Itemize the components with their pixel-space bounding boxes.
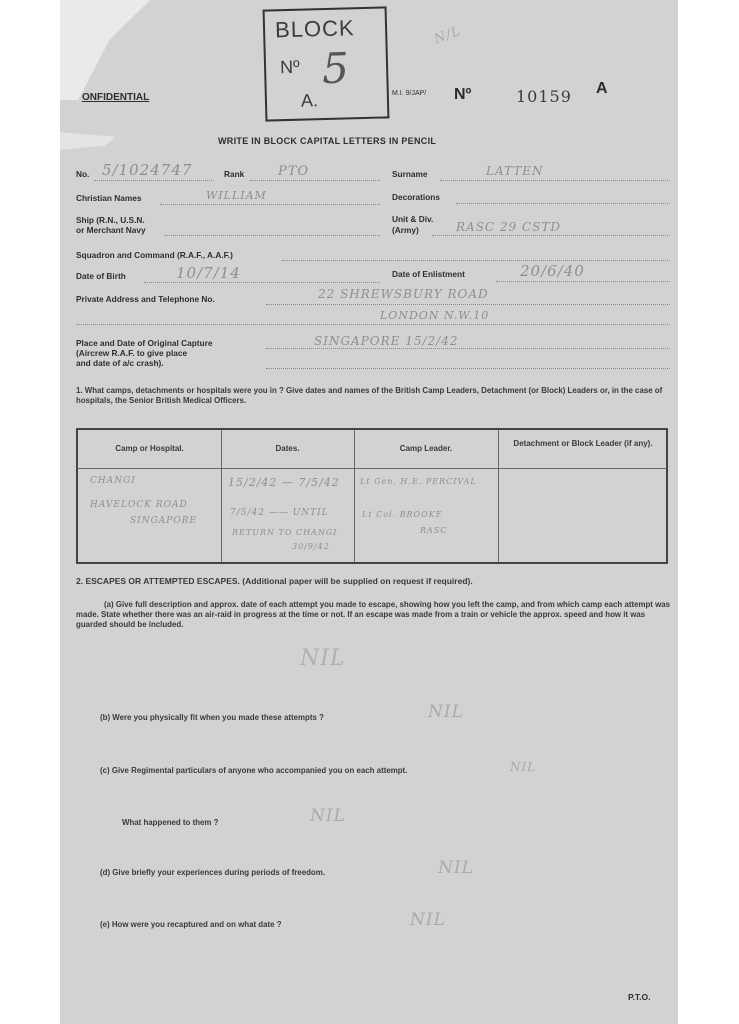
enlistment-label: Date of Enlistment bbox=[392, 269, 465, 279]
question-2d-text: (d) Give briefly your experiences during periods of freedom. bbox=[100, 868, 325, 877]
question-2b-text: (b) Were you physically fit when you made these attempts ? bbox=[100, 713, 324, 722]
capture-label-3: and date of a/c crash). bbox=[76, 358, 164, 368]
stamp-block-number: 5 bbox=[321, 43, 350, 94]
question-2a-text: (a) Give full description and approx. date of each attempt you made to escape, showing how you left the camp, and from which camp each attempt was made. State whether there was an air-raid in progress at the time or not. If an escape was made from a train or vehicle the approx. speed and how it was guarded should be included. bbox=[76, 600, 671, 629]
torn-corner bbox=[60, 0, 150, 100]
form-number: 10159 bbox=[516, 87, 572, 106]
dotted-line bbox=[250, 180, 380, 181]
table-cell-dates: 7/5/42 —— UNTIL bbox=[230, 508, 329, 518]
squadron-label: Squadron and Command (R.A.F., A.A.F.) bbox=[76, 250, 233, 260]
capture-value: SINGAPORE 15/2/42 bbox=[314, 334, 459, 348]
dob-label: Date of Birth bbox=[76, 271, 126, 281]
table-cell-leader: Lt Col. BROOKE bbox=[362, 510, 443, 519]
instruction-heading: WRITE IN BLOCK CAPITAL LETTERS IN PENCIL bbox=[218, 136, 437, 146]
answer-2a: NIL bbox=[300, 646, 346, 671]
surname-value: LATTEN bbox=[486, 164, 544, 178]
pto-label: P.T.O. bbox=[628, 992, 651, 1002]
question-2e-text: (e) How were you recaptured and on what date ? bbox=[100, 920, 282, 929]
rank-label: Rank bbox=[224, 169, 245, 179]
ship-label: Ship (R.N., U.S.N. bbox=[76, 215, 145, 225]
handwritten-note-top: N/L bbox=[432, 23, 464, 48]
table-cell-camp: SINGAPORE bbox=[130, 516, 198, 526]
unit-label-2: (Army) bbox=[392, 225, 419, 235]
table-cell-camp: CHANGI bbox=[90, 476, 136, 486]
block-stamp bbox=[263, 6, 390, 121]
question-2-heading: 2. ESCAPES OR ATTEMPTED ESCAPES. (Additional paper will be supplied on request if required). bbox=[76, 576, 473, 586]
rank-value: PTO bbox=[278, 164, 310, 179]
table-cell-dates: RETURN TO CHANGI bbox=[232, 528, 338, 537]
christian-names-value: WILLIAM bbox=[206, 189, 267, 202]
dotted-line bbox=[76, 324, 670, 325]
table-cell-dates: 15/2/42 — 7/5/42 bbox=[228, 476, 340, 489]
stamp-letter: A. bbox=[300, 90, 319, 111]
surname-label: Surname bbox=[392, 169, 428, 179]
dotted-line bbox=[144, 282, 380, 283]
column-header-detachment: Detachment or Block Leader (if any). bbox=[513, 439, 653, 448]
table-cell-leader: RASC bbox=[420, 526, 448, 535]
answer-2e: NIL bbox=[410, 910, 446, 930]
address-value-line1: 22 SHREWSBURY ROAD bbox=[318, 287, 489, 301]
dotted-line bbox=[282, 260, 670, 261]
dotted-line bbox=[266, 304, 670, 305]
dotted-line bbox=[266, 368, 670, 369]
question-1-text: 1. What camps, detachments or hospitals were you in ? Give dates and names of the British Camp Leaders, Detachment (or Block) Leaders or, in the case of hospitals, the Senior British Medical Officers. bbox=[76, 386, 663, 405]
answer-2b: NIL bbox=[428, 702, 464, 722]
dotted-line bbox=[160, 204, 380, 205]
column-header-camp: Camp or Hospital. bbox=[115, 444, 184, 453]
dotted-line bbox=[456, 203, 670, 204]
dotted-line bbox=[440, 180, 670, 181]
table-cell-camp: HAVELOCK ROAD bbox=[90, 500, 188, 510]
service-no-label: No. bbox=[76, 169, 90, 179]
answer-2c: NIL bbox=[510, 760, 537, 774]
address-label: Private Address and Telephone No. bbox=[76, 294, 215, 304]
stamp-block-label: BLOCK bbox=[274, 15, 355, 43]
ship-label-2: or Merchant Navy bbox=[76, 225, 146, 235]
form-suffix: A bbox=[596, 80, 608, 97]
address-value-line2: LONDON N.W.10 bbox=[380, 309, 490, 322]
capture-label-2: (Aircrew R.A.F. to give place bbox=[76, 348, 188, 358]
question-2c-text: (c) Give Regimental particulars of anyone who accompanied you on each attempt. bbox=[100, 766, 408, 775]
torn-edge bbox=[60, 128, 116, 150]
answer-2d: NIL bbox=[438, 858, 474, 878]
dotted-line bbox=[266, 348, 670, 349]
dotted-line bbox=[496, 281, 670, 282]
form-no-label: Nº bbox=[454, 86, 472, 103]
unit-label: Unit & Div. bbox=[392, 214, 434, 224]
enlistment-value: 20/6/40 bbox=[520, 262, 585, 280]
question-2c-followup-text: What happened to them ? bbox=[122, 818, 219, 827]
dotted-line bbox=[164, 235, 380, 236]
capture-label: Place and Date of Original Capture bbox=[76, 338, 213, 348]
table-cell-dates: 30/9/42 bbox=[292, 542, 330, 551]
christian-names-label: Christian Names bbox=[76, 193, 142, 203]
confidential-label: ONFIDENTIAL bbox=[82, 92, 150, 103]
stamp-no-label: Nº bbox=[279, 56, 300, 78]
dotted-line bbox=[432, 235, 670, 236]
answer-2c-followup: NIL bbox=[310, 806, 346, 826]
column-header-dates: Dates. bbox=[275, 444, 300, 453]
camps-table bbox=[76, 428, 668, 564]
dob-value: 10/7/14 bbox=[176, 264, 241, 282]
unit-value: RASC 29 CSTD bbox=[456, 220, 562, 234]
service-no-value: 5/1024747 bbox=[102, 161, 193, 179]
form-reference: M.I. 9/JAP/ bbox=[392, 90, 427, 97]
table-cell-leader: Lt Gen. H.E. PERCIVAL bbox=[360, 477, 477, 486]
decorations-label: Decorations bbox=[392, 192, 440, 202]
column-header-leader: Camp Leader. bbox=[399, 444, 453, 453]
document-page bbox=[60, 0, 678, 1024]
dotted-line bbox=[94, 180, 214, 181]
